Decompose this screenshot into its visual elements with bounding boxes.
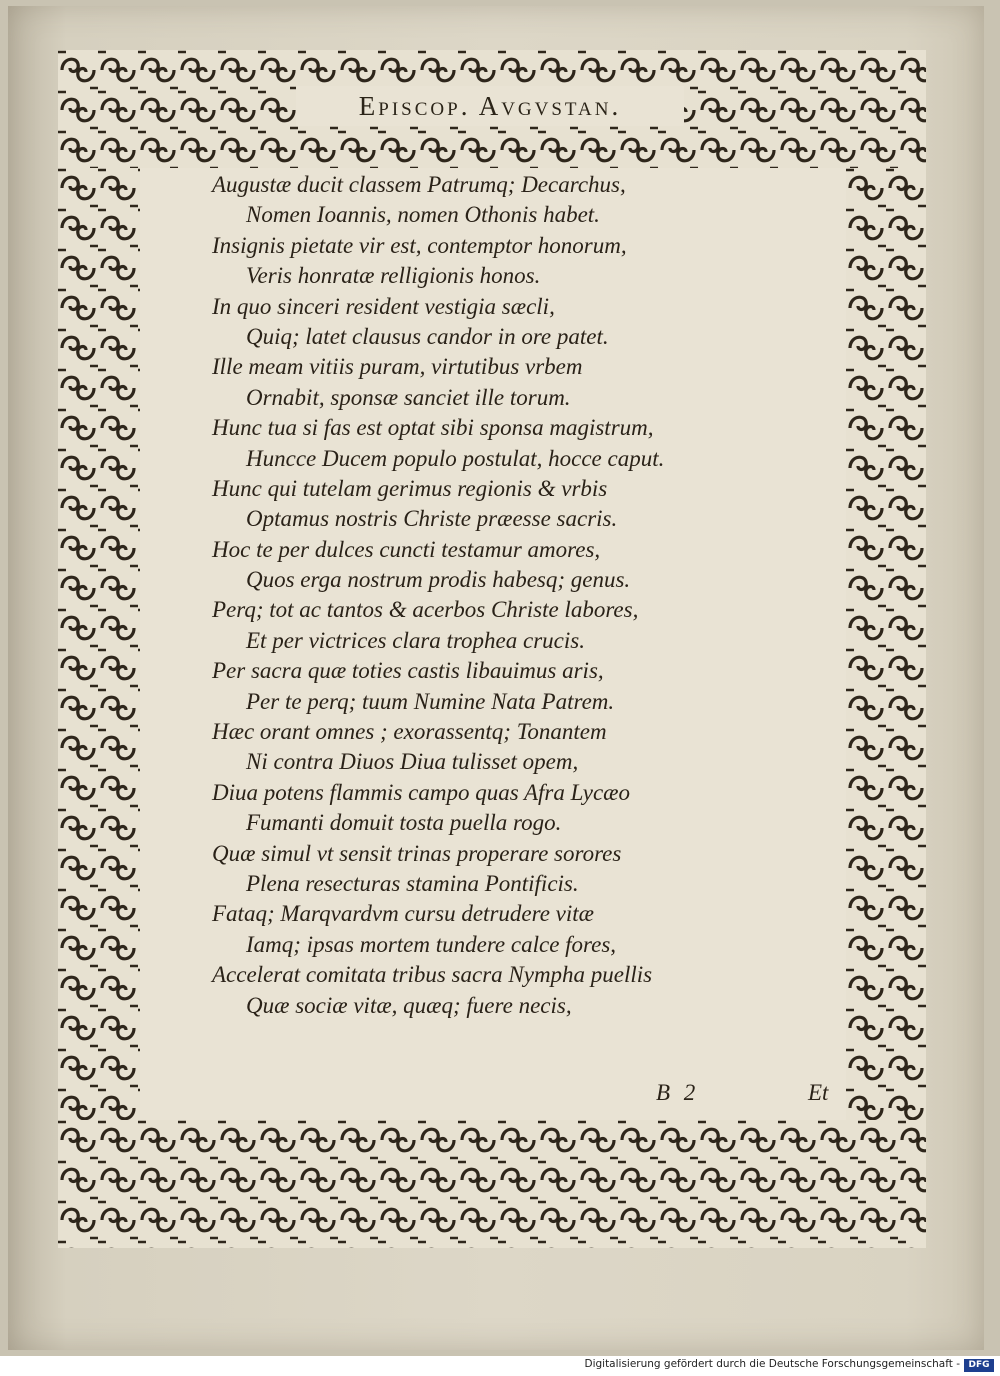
verse-line: Ornabit, sponsæ sanciet ille torum. (246, 384, 571, 410)
running-head: Episcop. Avgvstan. (358, 90, 622, 121)
ornament-border-right (846, 168, 926, 1120)
verse-line: Hoc te per dulces cuncti testamur amores, (212, 536, 601, 562)
verse-line: Ille meam vitiis puram, virtutibus vrbem (212, 354, 583, 380)
verse-line: Veris honratæ relligionis honos. (246, 263, 541, 289)
signature-mark: B 2 (656, 1080, 700, 1105)
verse-line: Quiq; latet clausus candor in ore patet. (246, 323, 609, 349)
ornament-border-bottom (58, 1120, 926, 1248)
verse-line: Fataq; Marqvardvm cursu detrudere vitæ (212, 901, 594, 927)
verse-line: Nomen Ioannis, nomen Othonis habet. (246, 202, 600, 228)
verse-line: Per te perq; tuum Numine Nata Patrem. (246, 688, 615, 714)
footer-credit: Digitalisierung gefördert durch die Deutsche Forschungsgemeinschaft - (584, 1358, 960, 1370)
verse-line: Huncce Ducem populo postulat, hocce caput. (246, 445, 665, 471)
verse-line: Fumanti domuit tosta puella rogo. (246, 810, 562, 836)
verse-line: Quos erga nostrum prodis habesq; genus. (246, 567, 631, 593)
catchword: Et (808, 1080, 829, 1105)
verse-line: Hæc orant omnes ; exorassentq; Tonantem (212, 719, 607, 745)
footer-bar (0, 1356, 1000, 1376)
verse-line: Per sacra quæ toties castis libauimus aris, (212, 658, 604, 684)
verse-line: Quæ sociæ vitæ, quæq; fuere necis, (246, 992, 572, 1018)
running-head-plate (296, 86, 684, 126)
dfg-logo-icon[interactable]: DFG (964, 1359, 994, 1372)
verse-line: Plena resecturas stamina Pontificis. (246, 870, 579, 896)
ornament-border-left (58, 168, 140, 1120)
verse-line: Hunc qui tutelam gerimus regionis & vrbis (212, 475, 608, 501)
verse-line: Quæ simul vt sensit trinas properare sorores (212, 840, 622, 866)
verse-line: Insignis pietate vir est, contemptor honorum, (212, 232, 627, 258)
verse-line: Augustæ ducit classem Patrumq; Decarchus, (212, 172, 626, 197)
verse-line: Accelerat comitata tribus sacra Nympha puellis (212, 962, 653, 988)
verse-line: Diua potens flammis campo quas Afra Lycæo (212, 779, 630, 805)
verse-line: Hunc tua si fas est optat sibi sponsa magistrum, (212, 415, 654, 441)
verse-line: Ni contra Diuos Diua tulisset opem, (246, 749, 579, 775)
verse-block (212, 170, 832, 1021)
verse-line: In quo sinceri resident vestigia sæcli, (212, 293, 555, 319)
verse-line: Iamq; ipsas mortem tundere calce fores, (246, 931, 617, 957)
verse-line: Optamus nostris Christe præesse sacris. (246, 506, 618, 532)
verse-line: Et per victrices clara trophea crucis. (246, 627, 585, 653)
verse-line: Perq; tot ac tantos & acerbos Christe labores, (212, 597, 639, 623)
